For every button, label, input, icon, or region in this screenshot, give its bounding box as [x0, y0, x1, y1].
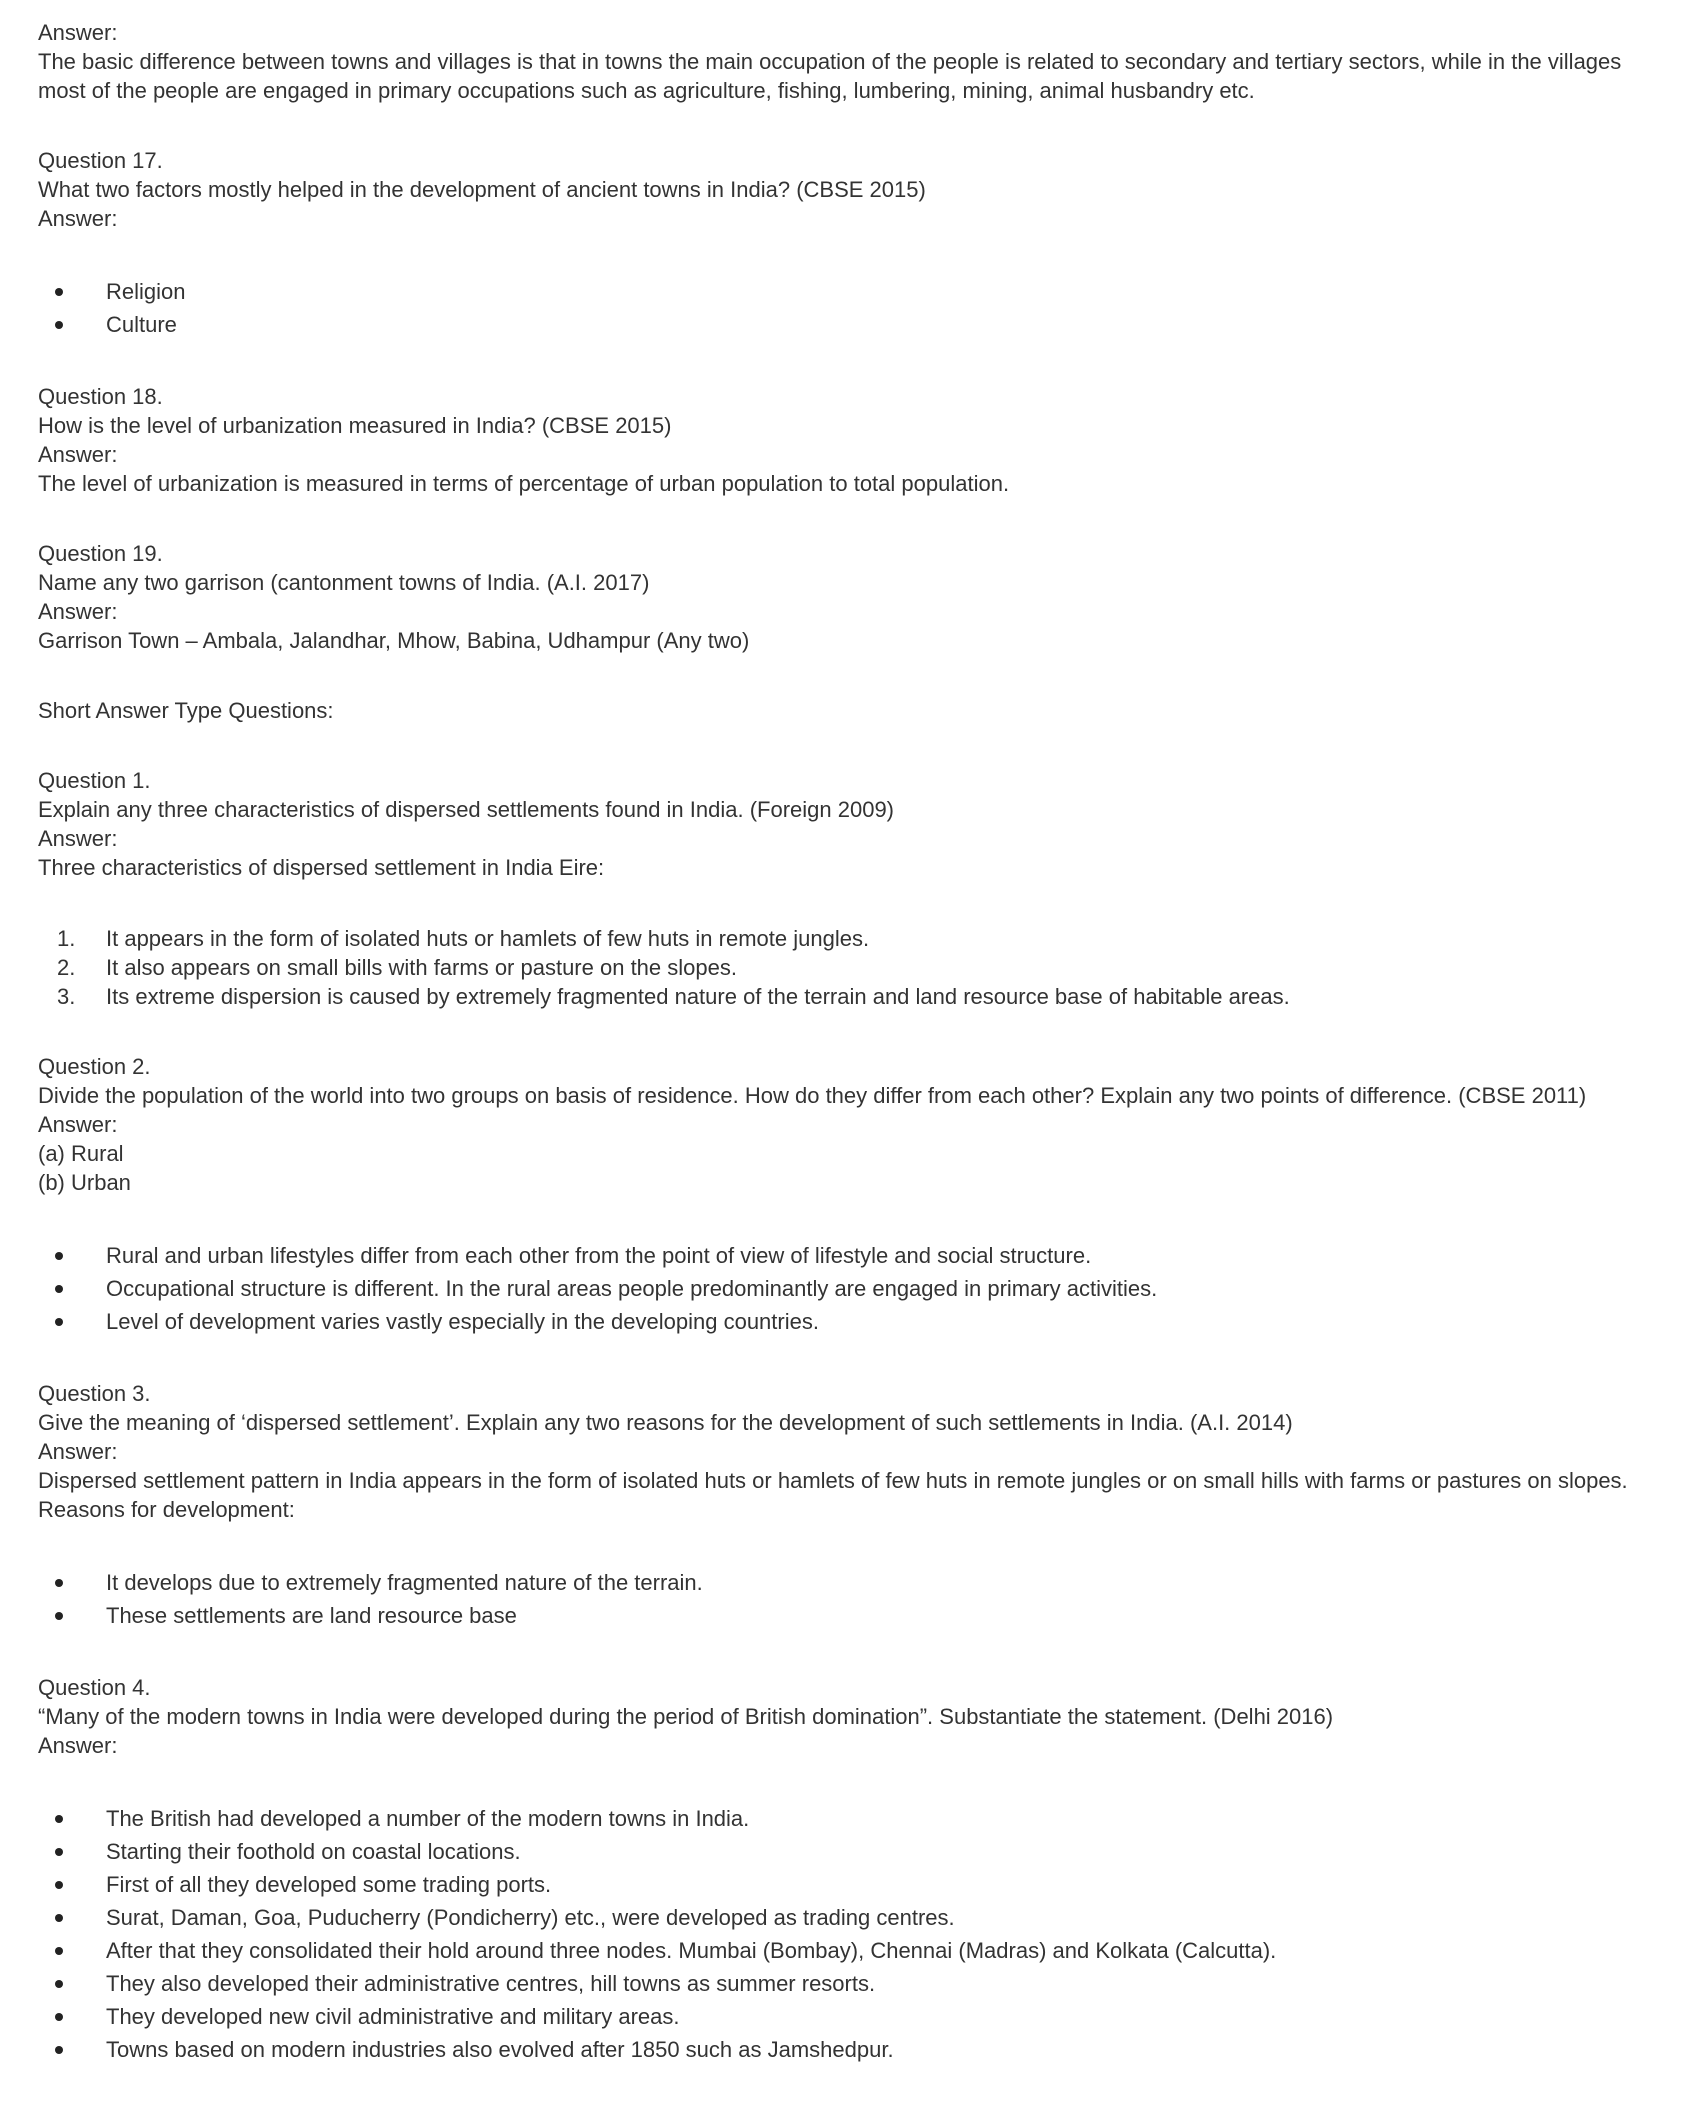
bullet-icon [55, 1947, 63, 1955]
list-item [38, 1802, 1670, 1835]
list-item [38, 1934, 1670, 1967]
list-item [38, 2033, 1670, 2066]
question-1-numbered-list [38, 924, 1670, 1011]
list-item-text: These settlements are land resource base [106, 1603, 517, 1628]
answer-text: Garrison Town – Ambala, Jalandhar, Mhow, Babina, Udhampur (Any two) [38, 628, 750, 653]
answer-option-b: (b) Urban [38, 1170, 131, 1195]
question-text: Give the meaning of ‘dispersed settlement’. Explain any two reasons for the development of such settlements in India. (A.I. 2014) [38, 1410, 1293, 1435]
bullet-icon [55, 321, 63, 329]
numbered-item [38, 953, 1670, 982]
section-heading-block [38, 696, 1670, 725]
question-17-block [38, 146, 1670, 233]
list-item [38, 1272, 1670, 1305]
bullet-icon [55, 1815, 63, 1823]
list-item-text: Level of development varies vastly especially in the developing countries. [106, 1309, 819, 1334]
item-number: 1. [57, 926, 76, 951]
list-item-text: Towns based on modern industries also evolved after 1850 such as Jamshedpur. [106, 2037, 894, 2062]
question-title: Question 2. [38, 1054, 151, 1079]
question-19-block [38, 539, 1670, 655]
answer-label: Answer: [38, 599, 118, 624]
numbered-item-text: Its extreme dispersion is caused by extremely fragmented nature of the terrain and land resource base of habitable areas. [106, 984, 1290, 1009]
question-title: Question 4. [38, 1675, 151, 1700]
list-item-text: Culture [106, 312, 177, 337]
question-18-block [38, 382, 1670, 498]
question-title: Question 3. [38, 1381, 151, 1406]
list-item-text: The British had developed a number of the modern towns in India. [106, 1806, 750, 1831]
answer-label: Answer: [38, 206, 118, 231]
list-item [38, 308, 1670, 341]
list-item-text: Surat, Daman, Goa, Puducherry (Pondicherry) etc., were developed as trading centres. [106, 1905, 955, 1930]
numbered-item-text: It also appears on small bills with farms or pasture on the slopes. [106, 955, 737, 980]
item-number: 2. [57, 955, 76, 980]
list-item [38, 1967, 1670, 2000]
question-3-answer-list [38, 1566, 1670, 1632]
bullet-icon [55, 1579, 63, 1587]
question-text: How is the level of urbanization measured in India? (CBSE 2015) [38, 413, 672, 438]
numbered-item [38, 982, 1670, 1011]
answer-label: Answer: [38, 1733, 118, 1758]
bullet-icon [55, 2013, 63, 2021]
answer-subheading: Reasons for development: [38, 1497, 295, 1522]
question-3-block [38, 1379, 1670, 1524]
question-text: What two factors mostly helped in the development of ancient towns in India? (CBSE 2015) [38, 177, 926, 202]
section-heading: Short Answer Type Questions: [38, 698, 334, 723]
answer-text: The basic difference between towns and villages is that in towns the main occupation of the people is related to secondary and tertiary sectors, while in the villages most of the people are engaged in primary occupations such as agriculture, fishing, lumbering, mining, animal husbandry etc. [38, 49, 1622, 103]
question-4-answer-list [38, 1802, 1670, 2066]
question-4-block [38, 1673, 1670, 1760]
question-2-block [38, 1052, 1670, 1197]
intro-answer-block [38, 18, 1670, 105]
list-item-text: Religion [106, 279, 186, 304]
question-title: Question 18. [38, 384, 163, 409]
list-item [38, 275, 1670, 308]
answer-label: Answer: [38, 20, 118, 45]
list-item-text: It develops due to extremely fragmented nature of the terrain. [106, 1570, 703, 1595]
list-item [38, 1835, 1670, 1868]
bullet-icon [55, 1612, 63, 1620]
question-text: Explain any three characteristics of dispersed settlements found in India. (Foreign 2009) [38, 797, 895, 822]
list-item-text: Rural and urban lifestyles differ from each other from the point of view of lifestyle and social structure. [106, 1243, 1092, 1268]
list-item-text: They also developed their administrative centres, hill towns as summer resorts. [106, 1971, 876, 1996]
numbered-item-text: It appears in the form of isolated huts or hamlets of few huts in remote jungles. [106, 926, 870, 951]
answer-label: Answer: [38, 442, 118, 467]
bullet-icon [55, 2046, 63, 2054]
item-number: 3. [57, 984, 76, 1009]
list-item [38, 1599, 1670, 1632]
bullet-icon [55, 1318, 63, 1326]
bullet-icon [55, 1848, 63, 1856]
list-item [38, 1566, 1670, 1599]
bullet-icon [55, 1252, 63, 1260]
list-item-text: First of all they developed some trading ports. [106, 1872, 552, 1897]
question-text: Divide the population of the world into two groups on basis of residence. How do they differ from each other? Explain any two points of difference. (CBSE 2011) [38, 1083, 1587, 1108]
list-item [38, 1239, 1670, 1272]
list-item [38, 1868, 1670, 1901]
question-1-block [38, 766, 1670, 882]
answer-label: Answer: [38, 1439, 118, 1464]
list-item-text: After that they consolidated their hold around three nodes. Mumbai (Bombay), Chennai (Madras) and Kolkata (Calcutta). [106, 1938, 1277, 1963]
answer-label: Answer: [38, 826, 118, 851]
answer-label: Answer: [38, 1112, 118, 1137]
list-item-text: Starting their foothold on coastal locations. [106, 1839, 521, 1864]
numbered-item [38, 924, 1670, 953]
bullet-icon [55, 1980, 63, 1988]
answer-intro-text: Three characteristics of dispersed settlement in India Eire: [38, 855, 605, 880]
bullet-icon [55, 1285, 63, 1293]
list-item-text: They developed new civil administrative and military areas. [106, 2004, 680, 2029]
list-item [38, 1901, 1670, 1934]
question-text: Name any two garrison (cantonment towns of India. (A.I. 2017) [38, 570, 650, 595]
bullet-icon [55, 1914, 63, 1922]
bullet-icon [55, 288, 63, 296]
answer-text: Dispersed settlement pattern in India appears in the form of isolated huts or hamlets of few huts in remote jungles or on small hills with farms or pastures on slopes. [38, 1468, 1628, 1493]
answer-text: The level of urbanization is measured in terms of percentage of urban population to total population. [38, 471, 1010, 496]
list-item [38, 2000, 1670, 2033]
bullet-icon [55, 1881, 63, 1889]
question-title: Question 19. [38, 541, 163, 566]
question-17-answer-list [38, 275, 1670, 341]
question-title: Question 17. [38, 148, 163, 173]
list-item [38, 1305, 1670, 1338]
question-text: “Many of the modern towns in India were developed during the period of British domination”. Substantiate the statement. (Delhi 2016) [38, 1704, 1334, 1729]
answer-option-a: (a) Rural [38, 1141, 124, 1166]
question-2-answer-list [38, 1239, 1670, 1338]
list-item-text: Occupational structure is different. In the rural areas people predominantly are engaged in primary activities. [106, 1276, 1158, 1301]
question-title: Question 1. [38, 768, 151, 793]
